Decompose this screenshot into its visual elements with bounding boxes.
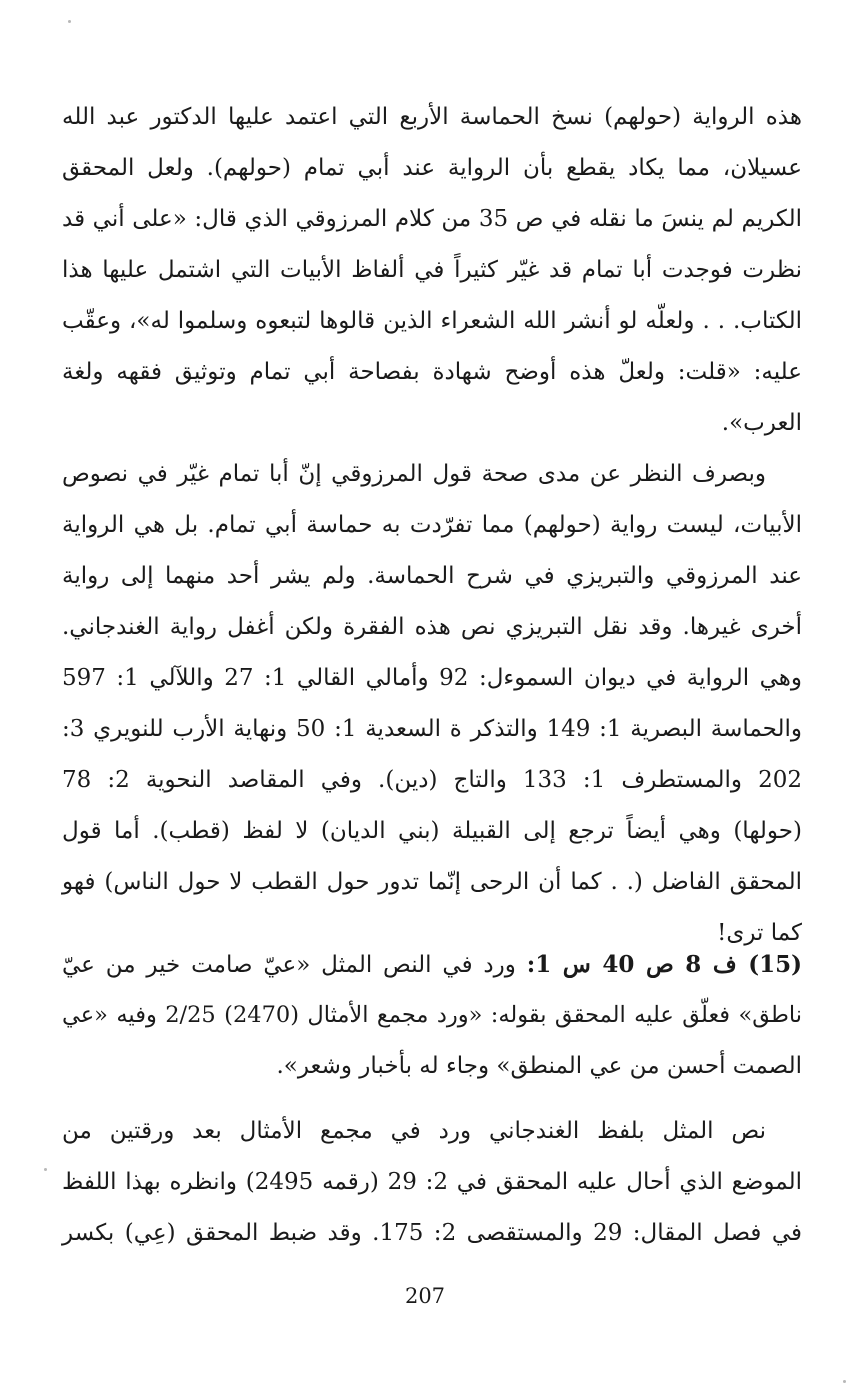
- text-line: المحقق الفاضل (. . كما أن الرحى إنّما تدور حول القطب لا حول الناس) فهو: [62, 869, 802, 895]
- scan-speck: [44, 1168, 47, 1171]
- text-line: عسيلان، مما يكاد يقطع بأن الرواية عند أبي تمام (حولهم). ولعل المحقق: [62, 155, 802, 181]
- text-line: الموضع الذي أحال عليه المحقق في 2: 29 (رقمه 2495) وانظره بهذا اللفظ: [62, 1169, 802, 1195]
- text-line: وهي الرواية في ديوان السموءل: 92 وأمالي القالي 1: 27 واللآلي 1: 597: [62, 665, 803, 691]
- text-line: الصمت أحسن من عي المنطق» وجاء له بأخبار وشعر».: [276, 1053, 802, 1079]
- entry-lead-text: ورد في النص المثل «عيّ صامت خير من عيّ: [62, 952, 527, 978]
- text-line: العرب».: [721, 410, 802, 436]
- paragraph-2: [62, 449, 802, 959]
- text-line: (حولها) وهي أيضاً ترجع إلى القبيلة (بني الديان) لا لفظ (قطب). أما قول: [62, 818, 802, 844]
- paragraph-1: [62, 92, 802, 449]
- text-line: 202 والمستطرف 1: 133 والتاج (دين). وفي المقاصد النحوية 2: 78: [62, 767, 802, 793]
- entry-reference: (15) ف 8 ص 40 س 1:: [526, 951, 803, 978]
- text-line: في فصل المقال: 29 والمستقصى 2: 175. وقد ضبط المحقق (عِي) بكسر: [62, 1220, 802, 1246]
- text-line: هذه الرواية (حولهم) نسخ الحماسة الأربع التي اعتمد عليها الدكتور عبد الله: [62, 104, 802, 130]
- text-line: الأبيات، ليست رواية (حولهم) مما تفرّدت به حماسة أبي تمام. بل هي الرواية: [62, 512, 802, 538]
- paragraph-3: [62, 939, 802, 1092]
- text-line: [62, 939, 802, 990]
- text-line: وبصرف النظر عن مدى صحة قول المرزوقي إنّ أبا تمام غيّر في نصوص: [62, 461, 766, 487]
- text-line: كما ترى!: [717, 920, 802, 946]
- text-line: نظرت فوجدت أبا تمام قد غيّر كثيراً في ألفاظ الأبيات التي اشتمل عليها هذا: [62, 257, 802, 283]
- text-line: عند المرزوقي والتبريزي في شرح الحماسة. ولم يشر أحد منهما إلى رواية: [62, 563, 802, 589]
- text-line: والحماسة البصرية 1: 149 والتذكر ة السعدية 1: 50 ونهاية الأرب للنويري 3:: [62, 716, 802, 742]
- text-line: عليه: «قلت: ولعلّ هذه أوضح شهادة بفصاحة أبي تمام وتوثيق فقهه ولغة: [62, 359, 802, 385]
- page-number: 207: [404, 1284, 446, 1308]
- text-line: الكريم لم ينسَ ما نقله في ص 35 من كلام المرزوقي الذي قال: «على أني قد: [62, 206, 803, 232]
- scan-speck: [68, 20, 71, 23]
- text-line: نص المثل بلفظ الغندجاني ورد في مجمع الأمثال بعد ورقتين من: [62, 1118, 766, 1144]
- text-line: ناطق» فعلّق عليه المحقق بقوله: «ورد مجمع الأمثال (2470) 2/25 وفيه «عي: [62, 1002, 803, 1028]
- text-line: الكتاب. . . ولعلّه لو أنشر الله الشعراء الذين قالوها لتبعوه وسلموا له»، وعقّب: [62, 308, 802, 334]
- scan-speck: [843, 1380, 846, 1383]
- text-line: أخرى غيرها. وقد نقل التبريزي نص هذه الفقرة ولكن أغفل رواية الغندجاني.: [62, 614, 802, 640]
- paragraph-4: [62, 1106, 802, 1259]
